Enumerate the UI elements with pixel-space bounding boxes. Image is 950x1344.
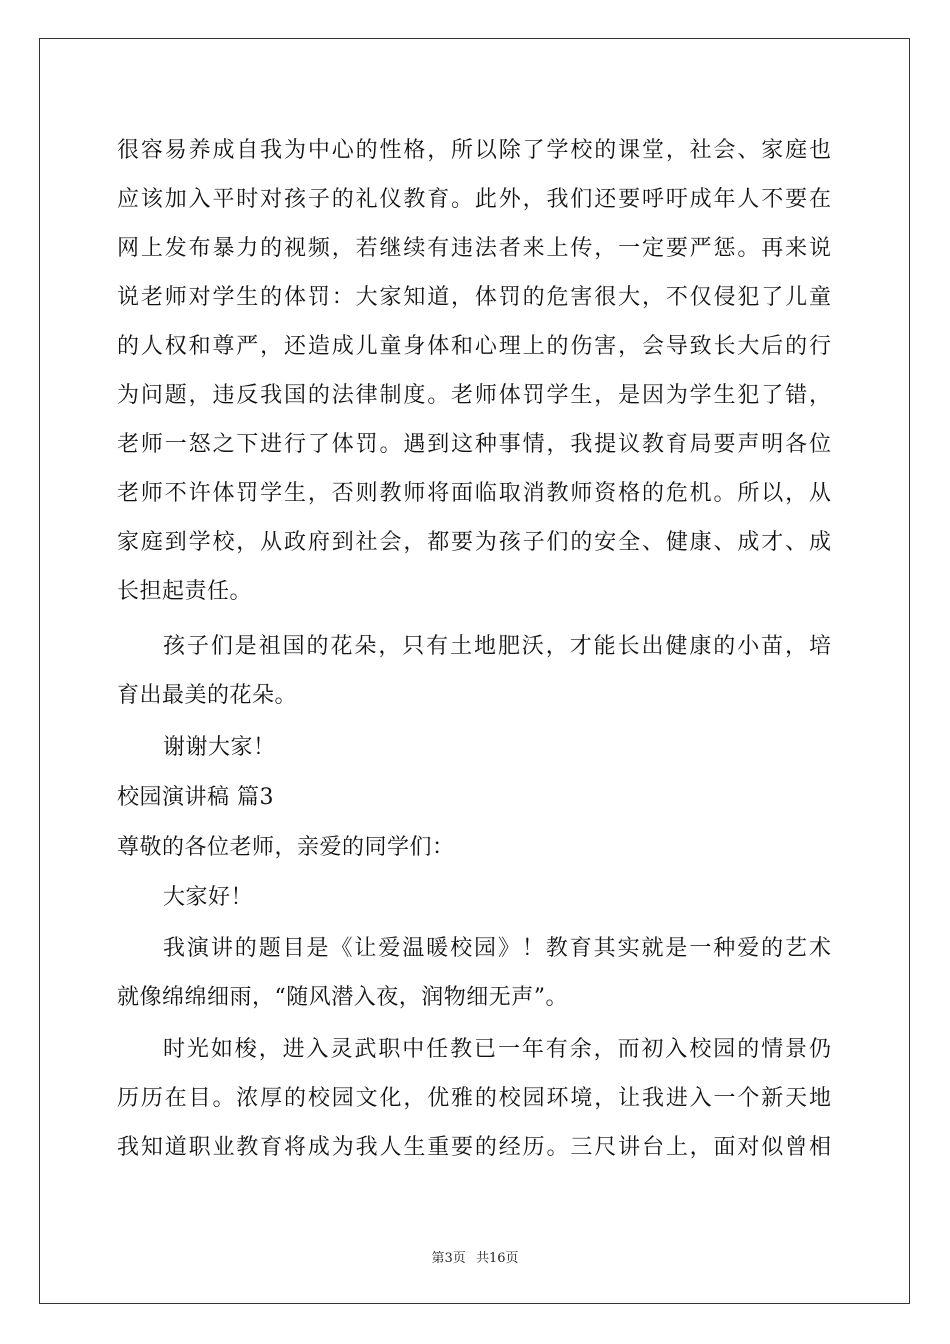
page-footer — [0, 1247, 950, 1266]
paragraph-line: 时光如梭，进入灵武职中任教已一年有余，而初入校园的情景仍 — [163, 1037, 831, 1062]
page-number: 第3页 — [431, 1251, 466, 1266]
paragraph-line: 网上发布暴力的视频，若继续有违法者来上传，一定要严惩。再来说 — [117, 236, 831, 261]
paragraph-line: 应该加入平时对孩子的礼仪教育。此外，我们还要呼吁成年人不要在 — [117, 187, 831, 212]
paragraph-line: 谢谢大家！ — [163, 735, 276, 760]
page-border — [39, 38, 910, 1304]
paragraph-line: 为问题，违反我国的法律制度。老师体罚学生，是因为学生犯了错， — [117, 383, 831, 408]
greeting: 大家好！ — [163, 885, 254, 910]
paragraph-line: 的人权和尊严，还造成儿童身体和心理上的伤害，会导致长大后的行 — [117, 334, 831, 359]
salutation: 尊敬的各位老师，亲爱的同学们： — [117, 835, 455, 860]
paragraph-line: 老师一怒之下进行了体罚。遇到这种事情，我提议教育局要声明各位 — [117, 432, 831, 457]
paragraph-line: 育出最美的花朵。 — [117, 683, 298, 708]
paragraph-line: 我知道职业教育将成为我人生重要的经历。三尺讲台上，面对似曾相 — [117, 1135, 831, 1160]
paragraph-line: 孩子们是祖国的花朵，只有土地肥沃，才能长出健康的小苗，培 — [163, 634, 831, 659]
paragraph-line: 很容易养成自我为中心的性格，所以除了学校的课堂，社会、家庭也 — [117, 138, 831, 163]
paragraph-line: 说老师对学生的体罚：大家知道，体罚的危害很大，不仅侵犯了儿童 — [117, 285, 831, 310]
paragraph-line: 老师不许体罚学生，否则教师将面临取消教师资格的危机。所以，从 — [117, 481, 831, 506]
paragraph-line: 长担起责任。 — [117, 579, 253, 604]
paragraph-line: 家庭到学校，从政府到社会，都要为孩子们的安全、健康、成才、成 — [117, 530, 831, 555]
page-total: 共16页 — [475, 1251, 519, 1266]
paragraph-line: 历历在目。浓厚的校园文化，优雅的校园环境，让我进入一个新天地 — [117, 1086, 831, 1111]
paragraph-line: 我演讲的题目是《让爱温暖校园》！教育其实就是一种爱的艺术 — [163, 936, 831, 961]
paragraph-line: 就像绵绵细雨，“随风潜入夜，润物细无声”。 — [117, 985, 568, 1010]
section-heading: 校园演讲稿 篇3 — [117, 785, 274, 810]
